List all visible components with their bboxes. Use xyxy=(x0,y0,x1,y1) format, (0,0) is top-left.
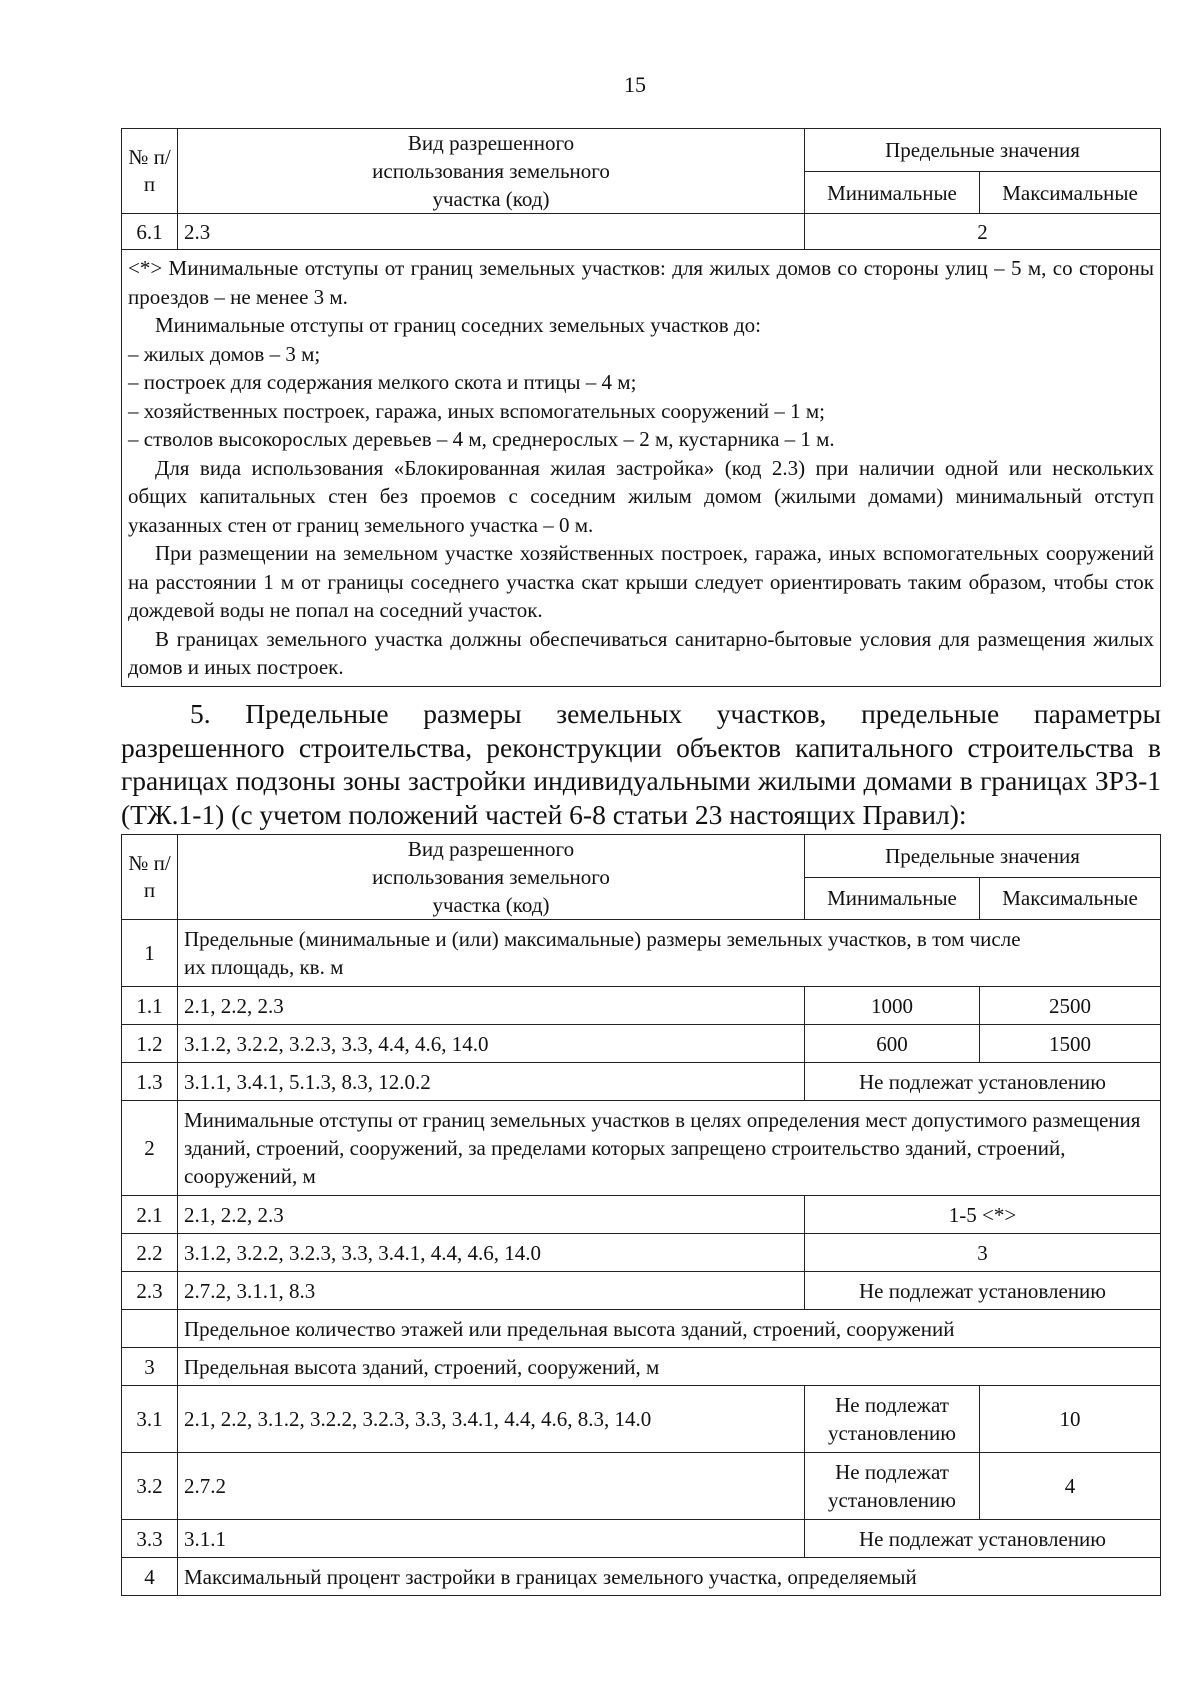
row-num: 2 xyxy=(122,1101,178,1196)
row-merged-value: 3 xyxy=(805,1234,1161,1272)
row-max: 2500 xyxy=(980,987,1161,1025)
row-merged-value: Не подлежат установлению xyxy=(805,1063,1161,1101)
page-number: 15 xyxy=(624,72,646,97)
header-min: Минимальные xyxy=(805,172,980,214)
row-code: 3.1.2, 3.2.2, 3.2.3, 3.3, 4.4, 4.6, 14.0 xyxy=(178,1025,805,1063)
header-num: № п/п xyxy=(122,835,178,920)
header-type: Вид разрешенного использования земельного участка (код) xyxy=(178,129,805,214)
notes-cell xyxy=(122,250,1161,687)
row-num: 3.3 xyxy=(122,1520,178,1558)
row-min: 1000 xyxy=(805,987,980,1025)
section-heading-text: 5. Предельные размеры земельных участков, предельные параметры разрешенного строительства, реконструкции объектов капитального строительства в границах подзоны зоны застройки индивидуальными жилыми домами в границах ЗРЗ-1 (ТЖ.1-1) (с учетом положений частей 6-8 статьи 23 настоящих Правил): xyxy=(121,698,1161,830)
row-title: Минимальные отступы от границ земельных участков в целях определения мест допустимого размещения зданий, строений, сооружений, за пределами которых запрещено строительство зданий, строений, сооружений, м xyxy=(178,1101,1161,1196)
row-max: 4 xyxy=(980,1453,1161,1520)
note-list-item: – жилых домов – 3 м; xyxy=(128,341,321,366)
row-code: 2.1, 2.2, 3.1.2, 3.2.2, 3.2.3, 3.3, 3.4.1, 4.4, 4.6, 8.3, 14.0 xyxy=(178,1386,805,1453)
row-num: 1.3 xyxy=(122,1063,178,1101)
row-num: 1.1 xyxy=(122,987,178,1025)
header-limit: Предельные значения xyxy=(805,835,1161,878)
row-max: 1500 xyxy=(980,1025,1161,1063)
row-min: 600 xyxy=(805,1025,980,1063)
header-max: Максимальные xyxy=(980,172,1161,214)
row-title: Предельные (минимальные и (или) максимальные) размеры земельных участков, в том числе их площадь, кв. м xyxy=(178,920,1161,987)
note-list-item: – хозяйственных построек, гаража, иных вспомогательных сооружений – 1 м; xyxy=(128,398,825,423)
table-2 xyxy=(121,834,1161,1596)
row-min: Не подлежат установлению xyxy=(805,1453,980,1520)
row-title: Предельная высота зданий, строений, сооружений, м xyxy=(178,1348,1161,1386)
row-num: 2.2 xyxy=(122,1234,178,1272)
table-1 xyxy=(121,128,1161,687)
row-code: 2.7.2 xyxy=(178,1453,805,1520)
row-code: 2.1, 2.2, 2.3 xyxy=(178,987,805,1025)
row-merged-value: 1-5 <*> xyxy=(805,1196,1161,1234)
row-code: 3.1.2, 3.2.2, 3.2.3, 3.3, 3.4.1, 4.4, 4.6, 14.0 xyxy=(178,1234,805,1272)
row-code: 2.1, 2.2, 2.3 xyxy=(178,1196,805,1234)
row-num: 1.2 xyxy=(122,1025,178,1063)
row-min: Не подлежат установлению xyxy=(805,1386,980,1453)
row-code: 2.3 xyxy=(178,214,805,250)
row-merged-value: Не подлежат установлению xyxy=(805,1520,1161,1558)
row-merged-value: Не подлежат установлению xyxy=(805,1272,1161,1310)
note-list-item: – стволов высокорослых деревьев – 4 м, среднерослых – 2 м, кустарника – 1 м. xyxy=(128,427,835,451)
header-max: Максимальные xyxy=(980,877,1161,920)
section-heading xyxy=(121,697,1161,831)
note-paragraph: Для вида использования «Блокированная жилая застройка» (код 2.3) при наличии одной или нескольких общих капитальных стен без проемов с соседним жилым домом (жилыми домами) минимальный отступ указанных стен от границ земельного участка – 0 м. xyxy=(128,455,1155,537)
row-value: 2 xyxy=(805,214,1161,250)
row-num: 2.3 xyxy=(122,1272,178,1310)
header-min: Минимальные xyxy=(805,877,980,920)
row-code: 3.1.1 xyxy=(178,1520,805,1558)
row-num: 3.2 xyxy=(122,1453,178,1520)
row-code: 2.7.2, 3.1.1, 8.3 xyxy=(178,1272,805,1310)
header-limit: Предельные значения xyxy=(805,129,1161,172)
note-paragraph: При размещении на земельном участке хозяйственных построек, гаража, иных вспомогательных сооружений на расстоянии 1 м от границы соседнего участка скат крыши следует ориентировать таким образом, чтобы сток дождевой воды не попал на соседний участок. xyxy=(128,541,1155,622)
row-num: 1 xyxy=(122,920,178,987)
note-paragraph: <*> Минимальные отступы от границ земельных участков: для жилых домов со стороны улиц – 5 м, со стороны проездов – не менее 3 м. xyxy=(128,256,1155,309)
row-title: Максимальный процент застройки в границах земельного участка, определяемый xyxy=(178,1558,1161,1596)
row-num: 2.1 xyxy=(122,1196,178,1234)
row-num xyxy=(122,1310,178,1348)
note-paragraph: В границах земельного участка должны обеспечиваться санитарно-бытовые условия для размещения жилых домов и иных построек. xyxy=(128,626,1155,679)
note-list-item: – построек для содержания мелкого скота и птицы – 4 м; xyxy=(128,370,637,394)
header-num: № п/п xyxy=(122,129,178,214)
row-code: 3.1.1, 3.4.1, 5.1.3, 8.3, 12.0.2 xyxy=(178,1063,805,1101)
header-type: Вид разрешенного использования земельного участка (код) xyxy=(178,835,805,920)
row-num: 3 xyxy=(122,1348,178,1386)
row-num: 6.1 xyxy=(122,214,178,250)
row-title: Предельное количество этажей или предельная высота зданий, строений, сооружений xyxy=(178,1310,1161,1348)
note-paragraph: Минимальные отступы от границ соседних земельных участков до: xyxy=(155,313,761,337)
row-num: 4 xyxy=(122,1558,178,1596)
row-max: 10 xyxy=(980,1386,1161,1453)
row-num: 3.1 xyxy=(122,1386,178,1453)
